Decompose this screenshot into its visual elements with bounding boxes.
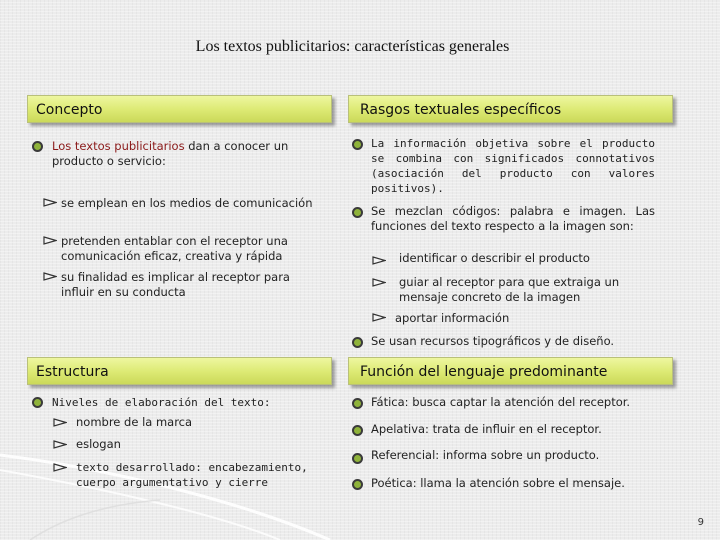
bullet-icon (352, 337, 363, 348)
concepto-header: Concepto (27, 95, 332, 123)
funcion-item-3: Referencial: informa sobre un producto. (371, 448, 600, 462)
arrow-bullet-icon (53, 418, 67, 427)
page-number: 9 (697, 517, 704, 528)
funcion-header: Función del lenguaje predominante (348, 357, 673, 385)
rasgos-subitem-3: aportar información (395, 311, 510, 325)
concepto-item-3: su finalidad es implicar al receptor para influir en su conducta (61, 270, 290, 299)
estructura-item-1: nombre de la marca (76, 415, 193, 429)
arrow-bullet-icon (43, 236, 57, 245)
concepto-intro-rest: dan a conocer un producto o servicio: (52, 139, 289, 168)
rasgos-item-1: La información objetiva sobre el producto se combina con significados connotativos (asociación del producto con valores positivos). (371, 137, 655, 195)
concepto-item-2: pretenden entablar con el receptor una comunicación eficaz, creativa y rápida (61, 234, 288, 263)
estructura-item-2: eslogan (76, 437, 121, 451)
arrow-bullet-icon (53, 463, 67, 472)
bullet-icon (32, 397, 43, 408)
funcion-item-1: Fática: busca captar la atención del receptor. (371, 395, 631, 409)
bullet-icon (352, 207, 363, 218)
estructura-item-3: texto desarrollado: encabezamiento, cuerpo argumentativo y cierre (76, 461, 308, 489)
estructura-header: Estructura (27, 357, 332, 385)
slide-title: Los textos publicitarios: características generales (195, 38, 510, 55)
rasgos-item-3: Se usan recursos tipográficos y de diseño. (371, 334, 615, 348)
funcion-item-4: Poética: llama la atención sobre el mensaje. (371, 476, 625, 490)
funcion-item-2: Apelativa: trata de influir en el receptor. (371, 422, 602, 436)
arrow-bullet-icon (53, 440, 67, 449)
rasgos-subitem-1: identificar o describir el producto (399, 251, 590, 265)
rasgos-item-2: Se mezclan códigos: palabra e imagen. Las funciones del texto respecto a la imagen son: (371, 204, 655, 233)
rasgos-subitem-2: guiar al receptor para que extraiga un mensaje concreto de la imagen (399, 275, 620, 304)
arrow-bullet-icon (43, 198, 57, 207)
concepto-intro (52, 139, 322, 169)
bullet-icon (32, 141, 43, 152)
arrow-bullet-icon (372, 313, 386, 322)
bullet-icon (352, 139, 363, 150)
concepto-intro-highlight: Los textos publicitarios (52, 139, 185, 153)
estructura-intro: Niveles de elaboración del texto: (52, 396, 271, 409)
bullet-icon (352, 425, 363, 436)
concepto-item-1: se emplean en los medios de comunicación (61, 196, 313, 210)
rasgos-header: Rasgos textuales específicos (348, 95, 673, 123)
bullet-icon (352, 453, 363, 464)
bullet-icon (352, 398, 363, 409)
arrow-bullet-icon (372, 278, 386, 287)
arrow-bullet-icon (372, 256, 386, 265)
arrow-bullet-icon (43, 272, 57, 281)
bullet-icon (352, 479, 363, 490)
